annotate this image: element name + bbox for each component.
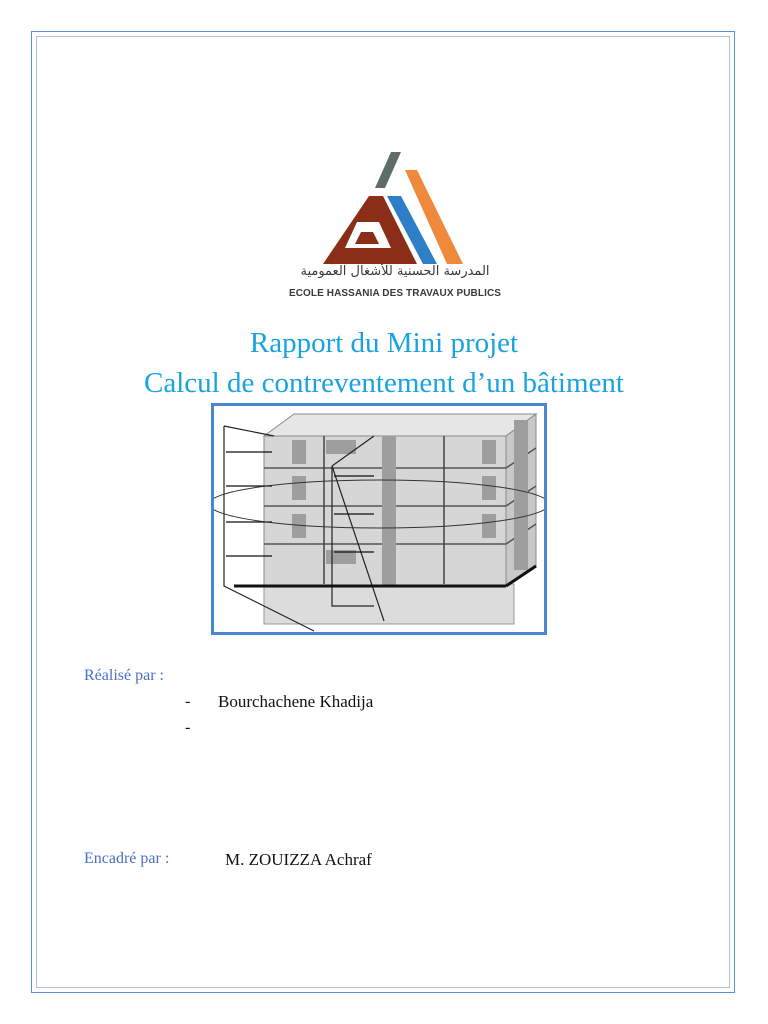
author-bullet: -	[185, 693, 191, 710]
logo-latin-name: ECOLE HASSANIA DES TRAVAUX PUBLICS	[288, 288, 502, 299]
supervisor-label: Encadré par :	[84, 850, 170, 867]
school-logo-icon	[321, 148, 469, 264]
author-name: Bourchachene Khadija	[218, 692, 374, 711]
report-title: Rapport du Mini projet	[249, 327, 519, 359]
authors-label: Réalisé par :	[84, 667, 164, 684]
building-figure	[211, 403, 547, 635]
school-logo	[285, 148, 505, 304]
supervisor-name: M. ZOUIZZA Achraf	[225, 850, 372, 869]
report-subtitle: Calcul de contreventement d’un bâtiment	[144, 367, 624, 399]
logo-arabic-name: المدرسة الحسنية للأشغال العمومية	[300, 264, 490, 279]
building-bracing-diagram-icon	[214, 406, 544, 632]
author-bullet: -	[185, 719, 191, 736]
